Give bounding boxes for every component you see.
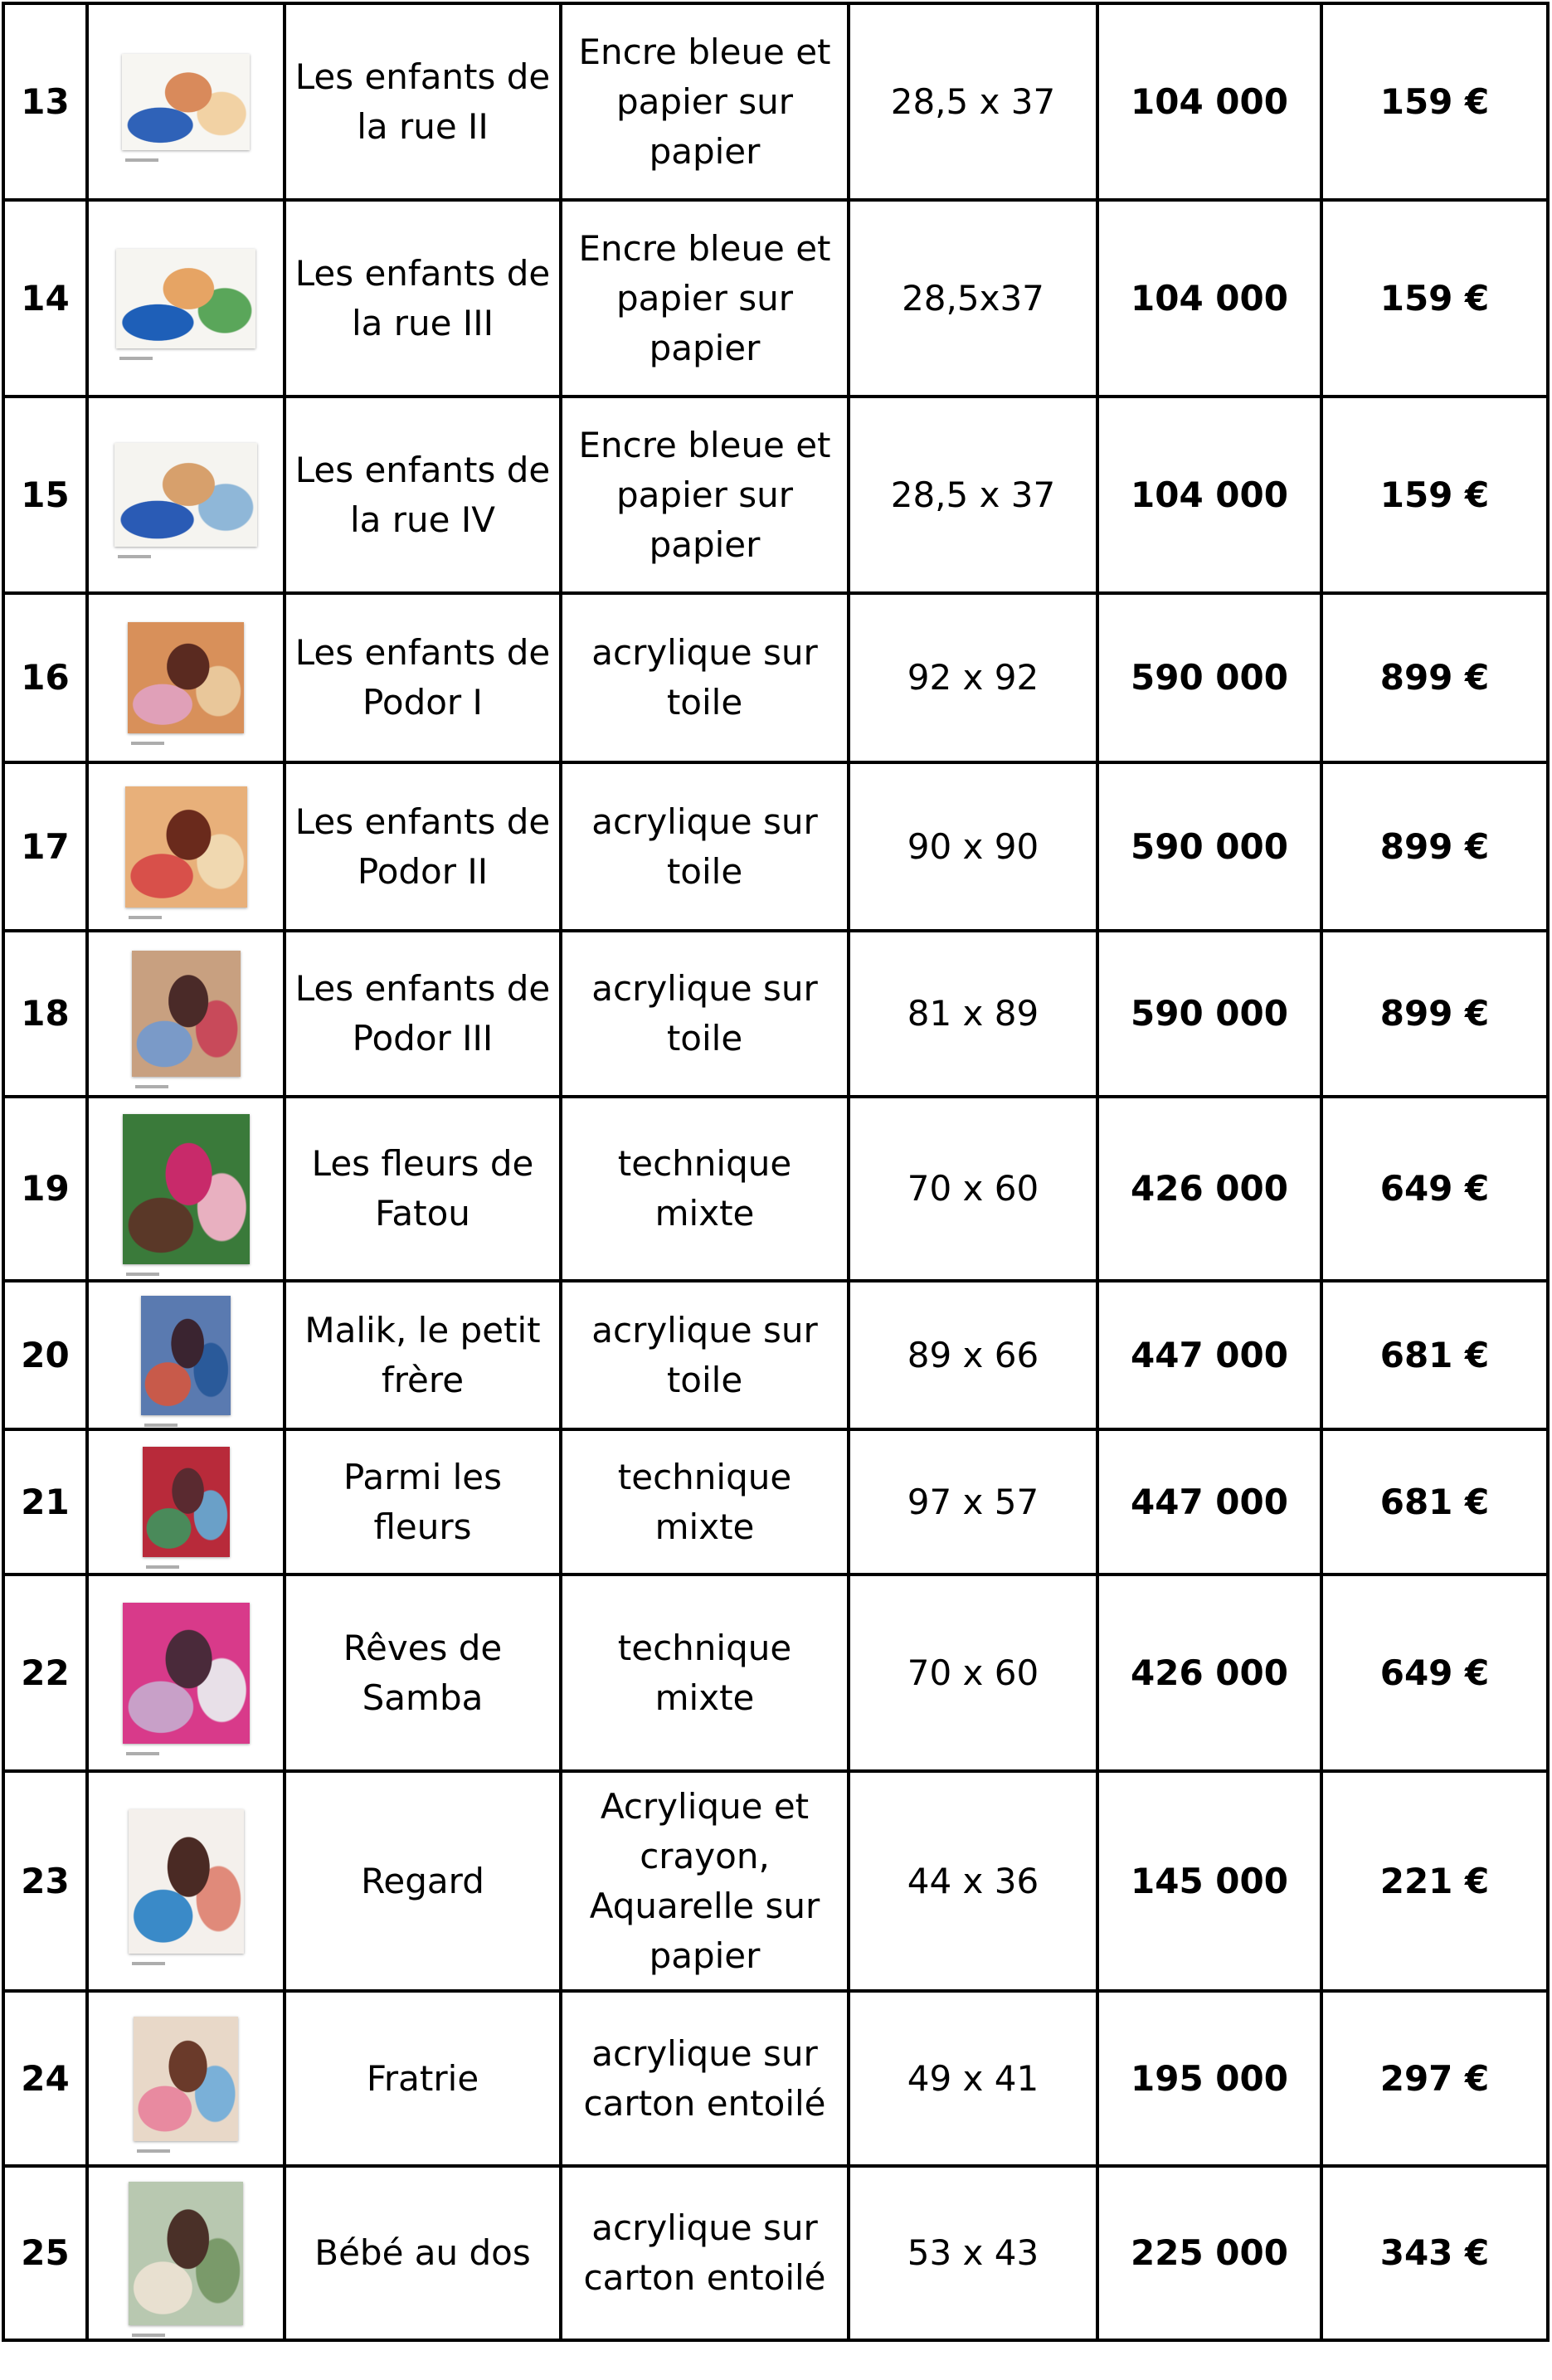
price-fcfa: 590 000 <box>1097 931 1321 1097</box>
table-row <box>3 1429 1548 1574</box>
artwork-title: Les enfants de Podor III <box>285 931 561 1097</box>
artwork-dimensions: 28,5 x 37 <box>849 3 1097 200</box>
price-eur: 649 € <box>1321 1097 1548 1281</box>
artwork-technique: acrylique sur carton entoilé <box>561 1991 849 2166</box>
price-fcfa: 104 000 <box>1097 3 1321 200</box>
artwork-catalog-table <box>2 2 1550 2342</box>
table-row <box>3 2166 1548 2340</box>
artwork-dimensions: 44 x 36 <box>849 1771 1097 1991</box>
artwork-dimensions: 49 x 41 <box>849 1991 1097 2166</box>
thumbnail-cell <box>87 1771 285 1991</box>
artwork-title: Les enfants de Podor I <box>285 593 561 762</box>
table-row <box>3 931 1548 1097</box>
artwork-title: Malik, le petit frère <box>285 1281 561 1429</box>
price-eur: 159 € <box>1321 200 1548 397</box>
artwork-dimensions: 97 x 57 <box>849 1429 1097 1574</box>
signature-mark <box>119 357 153 360</box>
artwork-technique: acrylique sur toile <box>561 593 849 762</box>
thumbnail-cell <box>87 1991 285 2166</box>
signature-mark <box>135 1085 168 1088</box>
signature-mark <box>144 1424 178 1427</box>
price-fcfa: 145 000 <box>1097 1771 1321 1991</box>
artwork-title: Les enfants de la rue III <box>285 200 561 397</box>
price-fcfa: 195 000 <box>1097 1991 1321 2166</box>
artwork-technique: acrylique sur toile <box>561 1281 849 1429</box>
artwork-dimensions: 28,5x37 <box>849 200 1097 397</box>
table-row <box>3 397 1548 593</box>
thumbnail-cell <box>87 2166 285 2340</box>
artwork-number: 15 <box>3 397 87 593</box>
artwork-number: 14 <box>3 200 87 397</box>
price-fcfa: 104 000 <box>1097 200 1321 397</box>
artwork-thumbnail-icon <box>122 54 250 150</box>
artwork-dimensions: 89 x 66 <box>849 1281 1097 1429</box>
artwork-number: 20 <box>3 1281 87 1429</box>
artwork-thumbnail-icon <box>123 1114 250 1264</box>
price-fcfa: 447 000 <box>1097 1429 1321 1574</box>
artwork-number: 16 <box>3 593 87 762</box>
signature-mark <box>126 1273 159 1276</box>
artwork-thumbnail-icon <box>114 443 257 547</box>
artwork-dimensions: 70 x 60 <box>849 1097 1097 1281</box>
artwork-title: Les enfants de Podor II <box>285 762 561 931</box>
artwork-technique: Encre bleue et papier sur papier <box>561 397 849 593</box>
price-eur: 681 € <box>1321 1429 1548 1574</box>
artwork-technique: technique mixte <box>561 1429 849 1574</box>
signature-mark <box>118 555 151 558</box>
thumbnail-cell <box>87 1574 285 1771</box>
artwork-title: Fratrie <box>285 1991 561 2166</box>
artwork-thumbnail-icon <box>129 2182 243 2325</box>
artwork-technique: acrylique sur toile <box>561 931 849 1097</box>
thumbnail-cell <box>87 200 285 397</box>
signature-mark <box>131 742 164 745</box>
table-row <box>3 1281 1548 1429</box>
artwork-thumbnail-icon <box>128 622 244 733</box>
artwork-technique: Encre bleue et papier sur papier <box>561 3 849 200</box>
price-fcfa: 590 000 <box>1097 593 1321 762</box>
table-row <box>3 200 1548 397</box>
artwork-number: 13 <box>3 3 87 200</box>
artwork-number: 17 <box>3 762 87 931</box>
price-fcfa: 104 000 <box>1097 397 1321 593</box>
artwork-number: 19 <box>3 1097 87 1281</box>
artwork-technique: technique mixte <box>561 1097 849 1281</box>
artwork-number: 23 <box>3 1771 87 1991</box>
price-eur: 899 € <box>1321 593 1548 762</box>
price-eur: 221 € <box>1321 1771 1548 1991</box>
table-row <box>3 593 1548 762</box>
artwork-technique: acrylique sur toile <box>561 762 849 931</box>
thumbnail-cell <box>87 1281 285 1429</box>
artwork-thumbnail-icon <box>123 1603 250 1744</box>
artwork-title: Les enfants de la rue II <box>285 3 561 200</box>
price-fcfa: 225 000 <box>1097 2166 1321 2340</box>
price-eur: 297 € <box>1321 1991 1548 2166</box>
signature-mark <box>126 1752 159 1755</box>
price-eur: 899 € <box>1321 931 1548 1097</box>
artwork-thumbnail-icon <box>134 2017 238 2141</box>
artwork-thumbnail-icon <box>132 951 241 1077</box>
artwork-number: 25 <box>3 2166 87 2340</box>
thumbnail-cell <box>87 931 285 1097</box>
thumbnail-cell <box>87 593 285 762</box>
thumbnail-cell <box>87 1429 285 1574</box>
artwork-dimensions: 90 x 90 <box>849 762 1097 931</box>
price-eur: 899 € <box>1321 762 1548 931</box>
table-row <box>3 1097 1548 1281</box>
signature-mark <box>137 2149 170 2153</box>
price-eur: 649 € <box>1321 1574 1548 1771</box>
price-eur: 681 € <box>1321 1281 1548 1429</box>
artwork-number: 22 <box>3 1574 87 1771</box>
price-eur: 159 € <box>1321 3 1548 200</box>
artwork-dimensions: 28,5 x 37 <box>849 397 1097 593</box>
price-fcfa: 447 000 <box>1097 1281 1321 1429</box>
artwork-number: 21 <box>3 1429 87 1574</box>
price-eur: 343 € <box>1321 2166 1548 2340</box>
price-fcfa: 426 000 <box>1097 1574 1321 1771</box>
artwork-title: Bébé au dos <box>285 2166 561 2340</box>
artwork-dimensions: 53 x 43 <box>849 2166 1097 2340</box>
thumbnail-cell <box>87 397 285 593</box>
price-eur: 159 € <box>1321 397 1548 593</box>
artwork-thumbnail-icon <box>141 1296 231 1415</box>
thumbnail-cell <box>87 1097 285 1281</box>
artwork-thumbnail-icon <box>143 1447 230 1557</box>
table-row <box>3 1771 1548 1991</box>
artwork-thumbnail-icon <box>129 1809 244 1954</box>
price-fcfa: 590 000 <box>1097 762 1321 931</box>
artwork-title: Les enfants de la rue IV <box>285 397 561 593</box>
thumbnail-cell <box>87 762 285 931</box>
artwork-technique: Encre bleue et papier sur papier <box>561 200 849 397</box>
table-row <box>3 1991 1548 2166</box>
artwork-thumbnail-icon <box>125 786 247 908</box>
signature-mark <box>132 2334 165 2337</box>
artwork-technique: technique mixte <box>561 1574 849 1771</box>
artwork-thumbnail-icon <box>116 249 255 348</box>
table-row <box>3 762 1548 931</box>
artwork-number: 24 <box>3 1991 87 2166</box>
price-fcfa: 426 000 <box>1097 1097 1321 1281</box>
artwork-dimensions: 81 x 89 <box>849 931 1097 1097</box>
artwork-title: Les fleurs de Fatou <box>285 1097 561 1281</box>
artwork-dimensions: 70 x 60 <box>849 1574 1097 1771</box>
thumbnail-cell <box>87 3 285 200</box>
signature-mark <box>129 916 162 919</box>
signature-mark <box>125 158 158 162</box>
artwork-technique: Acrylique et crayon, Aquarelle sur papier <box>561 1771 849 1991</box>
table-row <box>3 1574 1548 1771</box>
catalog-body <box>3 3 1548 2340</box>
artwork-technique: acrylique sur carton entoilé <box>561 2166 849 2340</box>
artwork-title: Rêves de Samba <box>285 1574 561 1771</box>
artwork-title: Regard <box>285 1771 561 1991</box>
signature-mark <box>146 1565 179 1569</box>
artwork-title: Parmi les fleurs <box>285 1429 561 1574</box>
table-row <box>3 3 1548 200</box>
artwork-number: 18 <box>3 931 87 1097</box>
signature-mark <box>132 1962 165 1965</box>
artwork-dimensions: 92 x 92 <box>849 593 1097 762</box>
